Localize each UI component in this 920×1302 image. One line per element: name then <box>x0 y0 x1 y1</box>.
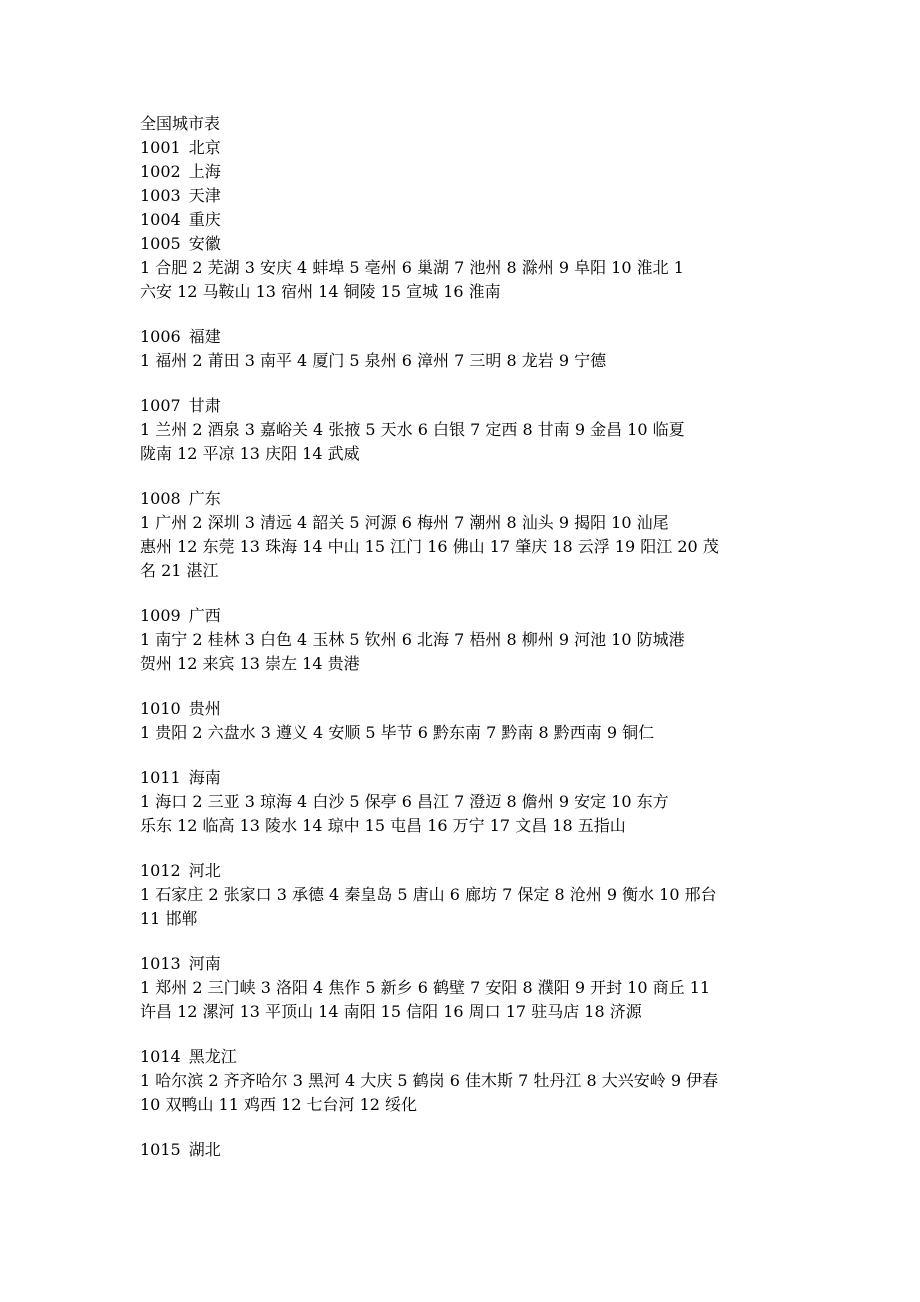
province-name: 安徽 <box>188 234 221 253</box>
province-section-hainan <box>140 766 788 838</box>
province-heading <box>140 1138 788 1162</box>
province-code: 1012 <box>140 861 181 880</box>
city-name: 上海 <box>188 162 221 181</box>
province-section-guizhou <box>140 697 788 745</box>
province-section-henan <box>140 952 788 1024</box>
province-name: 河北 <box>188 861 221 880</box>
city-code: 1001 <box>140 138 181 157</box>
province-heading <box>140 604 788 628</box>
province-code: 1008 <box>140 489 181 508</box>
city-list-line: 1 石家庄 2 张家口 3 承德 4 秦皇岛 5 唐山 6 廊坊 7 保定 8 沧州 9 衡水 10 邢台 <box>140 885 717 904</box>
document-page <box>140 112 788 1292</box>
city-list-line: 1 合肥 2 芜湖 3 安庆 4 蚌埠 5 亳州 6 巢湖 7 池州 8 滁州 9 阜阳 10 淮北 1 <box>140 258 684 277</box>
municipality-entry <box>140 184 788 208</box>
city-list-line: 1 海口 2 三亚 3 琼海 4 白沙 5 保亭 6 昌江 7 澄迈 8 儋州 9 安定 10 东方 <box>140 792 669 811</box>
province-name: 甘肃 <box>188 396 221 415</box>
city-list-line: 许昌 12 漯河 13 平顶山 14 南阳 15 信阳 16 周口 17 驻马店 18 济源 <box>140 1002 642 1021</box>
city-list-line: 陇南 12 平凉 13 庆阳 14 武威 <box>140 444 360 463</box>
province-section-heilongjiang <box>140 1045 788 1117</box>
province-code: 1005 <box>140 234 181 253</box>
municipality-list <box>140 136 788 232</box>
province-code: 1006 <box>140 327 181 346</box>
province-name: 海南 <box>188 768 221 787</box>
city-list-line: 惠州 12 东莞 13 珠海 14 中山 15 江门 16 佛山 17 肇庆 18 云浮 19 阳江 20 茂 <box>140 537 719 556</box>
province-code: 1007 <box>140 396 181 415</box>
province-section-anhui <box>140 232 788 304</box>
province-code: 1014 <box>140 1047 181 1066</box>
city-list-line: 1 郑州 2 三门峡 3 洛阳 4 焦作 5 新乡 6 鹤壁 7 安阳 8 濮阳 9 开封 10 商丘 11 <box>140 978 711 997</box>
province-heading <box>140 697 788 721</box>
city-list-line: 1 南宁 2 桂林 3 白色 4 玉林 5 钦州 6 北海 7 梧州 8 柳州 9 河池 10 防城港 <box>140 630 685 649</box>
city-list-line: 10 双鸭山 11 鸡西 12 七台河 12 绥化 <box>140 1095 418 1114</box>
province-heading <box>140 232 788 256</box>
province-code: 1013 <box>140 954 181 973</box>
province-section-guangxi <box>140 604 788 676</box>
city-list-line: 1 贵阳 2 六盘水 3 遵义 4 安顺 5 毕节 6 黔东南 7 黔南 8 黔西南 9 铜仁 <box>140 723 655 742</box>
city-list-line: 名 21 湛江 <box>140 561 219 580</box>
province-name: 福建 <box>188 327 221 346</box>
city-list-line: 1 福州 2 莆田 3 南平 4 厦门 5 泉州 6 漳州 7 三明 8 龙岩 9 宁德 <box>140 351 607 370</box>
province-heading <box>140 394 788 418</box>
city-list-line: 乐东 12 临高 13 陵水 14 琼中 15 屯昌 16 万宁 17 文昌 18 五指山 <box>140 816 626 835</box>
municipality-entry <box>140 160 788 184</box>
city-list-line: 贺州 12 来宾 13 崇左 14 贵港 <box>140 654 360 673</box>
province-name: 广西 <box>188 606 221 625</box>
city-code: 1002 <box>140 162 181 181</box>
city-name: 重庆 <box>188 210 221 229</box>
municipality-entry <box>140 136 788 160</box>
city-list-line: 六安 12 马鞍山 13 宿州 14 铜陵 15 宣城 16 淮南 <box>140 282 501 301</box>
province-name: 贵州 <box>188 699 221 718</box>
province-code: 1015 <box>140 1140 181 1159</box>
city-list-line: 11 邯郸 <box>140 909 198 928</box>
province-section-guangdong <box>140 487 788 583</box>
province-code: 1011 <box>140 768 181 787</box>
province-name: 河南 <box>188 954 221 973</box>
city-name: 北京 <box>188 138 221 157</box>
province-section-hubei <box>140 1138 788 1162</box>
municipality-entry <box>140 208 788 232</box>
province-name: 广东 <box>188 489 221 508</box>
province-heading <box>140 325 788 349</box>
province-name: 黑龙江 <box>188 1047 237 1066</box>
province-heading <box>140 1045 788 1069</box>
province-section-gansu <box>140 394 788 466</box>
province-code: 1010 <box>140 699 181 718</box>
city-code: 1003 <box>140 186 181 205</box>
province-heading <box>140 487 788 511</box>
city-code: 1004 <box>140 210 181 229</box>
city-list-line: 1 广州 2 深圳 3 清远 4 韶关 5 河源 6 梅州 7 潮州 8 汕头 9 揭阳 10 汕尾 <box>140 513 669 532</box>
province-heading <box>140 766 788 790</box>
city-name: 天津 <box>188 186 221 205</box>
document-title: 全国城市表 <box>140 114 221 133</box>
province-section-hebei <box>140 859 788 931</box>
province-heading <box>140 859 788 883</box>
city-list-line: 1 哈尔滨 2 齐齐哈尔 3 黑河 4 大庆 5 鹤岗 6 佳木斯 7 牡丹江 8 大兴安岭 9 伊春 <box>140 1071 719 1090</box>
province-list <box>140 232 788 1162</box>
province-name: 湖北 <box>188 1140 221 1159</box>
province-heading <box>140 952 788 976</box>
city-list-line: 1 兰州 2 酒泉 3 嘉峪关 4 张掖 5 天水 6 白银 7 定西 8 甘南 9 金昌 10 临夏 <box>140 420 685 439</box>
province-section-fujian <box>140 325 788 373</box>
province-code: 1009 <box>140 606 181 625</box>
